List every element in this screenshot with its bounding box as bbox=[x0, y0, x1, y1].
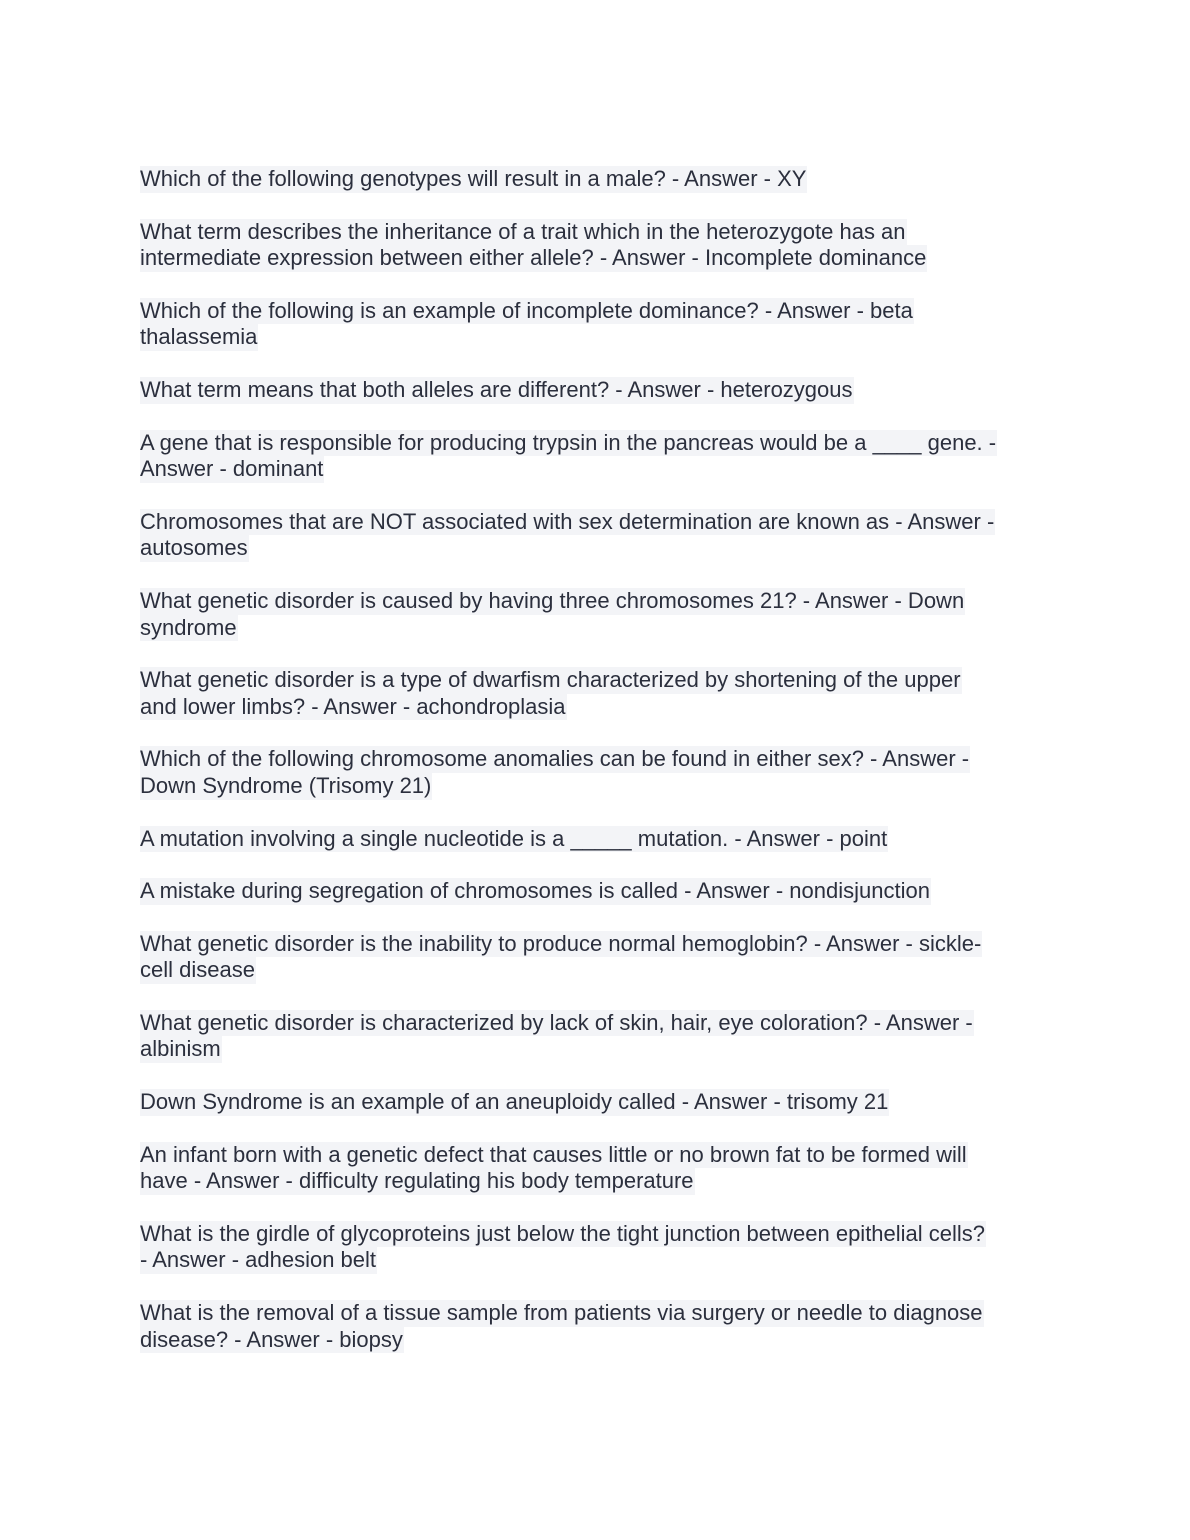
qa-text-line: An infant born with a genetic defect that causes little or no brown fat to be formed will bbox=[140, 1141, 967, 1167]
qa-text-line: Down Syndrome (Trisomy 21) bbox=[140, 772, 432, 798]
qa-text-line: Chromosomes that are NOT associated with sex determination are known as - Answer - bbox=[140, 508, 995, 534]
qa-item bbox=[140, 1089, 1055, 1116]
qa-text-line: What is the removal of a tissue sample from patients via surgery or needle to diagnose bbox=[140, 1300, 983, 1326]
qa-text-line: Answer - dominant bbox=[140, 456, 324, 482]
qa-text-line: A gene that is responsible for producing trypsin in the pancreas would be a ____ gene. - bbox=[140, 429, 997, 455]
qa-text-line: thalassemia bbox=[140, 324, 258, 350]
qa-text-line: A mistake during segregation of chromosomes is called - Answer - nondisjunction bbox=[140, 878, 930, 904]
qa-text-line: cell disease bbox=[140, 957, 255, 983]
qa-text-line: What genetic disorder is characterized by lack of skin, hair, eye coloration? - Answer - bbox=[140, 1009, 973, 1035]
qa-text-line: - Answer - adhesion belt bbox=[140, 1247, 377, 1273]
qa-text-line: Which of the following is an example of incomplete dominance? - Answer - beta bbox=[140, 297, 913, 323]
qa-text-line: What term describes the inheritance of a trait which in the heterozygote has an bbox=[140, 218, 906, 244]
qa-item bbox=[140, 878, 1055, 905]
qa-item bbox=[140, 377, 1055, 404]
qa-item bbox=[140, 1142, 1055, 1195]
qa-text-line: What genetic disorder is caused by having three chromosomes 21? - Answer - Down bbox=[140, 587, 965, 613]
qa-text-line: What term means that both alleles are different? - Answer - heterozygous bbox=[140, 376, 853, 402]
qa-text-line: intermediate expression between either allele? - Answer - Incomplete dominance bbox=[140, 245, 927, 271]
qa-text-line: Which of the following genotypes will result in a male? - Answer - XY bbox=[140, 166, 807, 191]
qa-item bbox=[140, 1221, 1055, 1274]
qa-text-line: What genetic disorder is a type of dwarfism characterized by shortening of the upper bbox=[140, 667, 961, 693]
qa-item bbox=[140, 826, 1055, 853]
qa-item bbox=[140, 667, 1055, 720]
qa-text-line: What genetic disorder is the inability to produce normal hemoglobin? - Answer - sickle- bbox=[140, 930, 982, 956]
qa-item bbox=[140, 931, 1055, 984]
qa-text-line: and lower limbs? - Answer - achondroplasia bbox=[140, 693, 566, 719]
qa-item bbox=[140, 166, 1055, 193]
qa-item bbox=[140, 219, 1055, 272]
qa-item bbox=[140, 1300, 1055, 1353]
qa-text-line: syndrome bbox=[140, 614, 237, 640]
qa-text-line: A mutation involving a single nucleotide is a _____ mutation. - Answer - point bbox=[140, 825, 888, 851]
qa-text-line: have - Answer - difficulty regulating his body temperature bbox=[140, 1168, 694, 1194]
qa-list bbox=[140, 166, 1055, 1379]
qa-item bbox=[140, 746, 1055, 799]
qa-item bbox=[140, 430, 1055, 483]
qa-item bbox=[140, 1010, 1055, 1063]
qa-item bbox=[140, 509, 1055, 562]
qa-text-line: Which of the following chromosome anomalies can be found in either sex? - Answer - bbox=[140, 746, 970, 772]
qa-text-line: autosomes bbox=[140, 535, 248, 561]
qa-item bbox=[140, 588, 1055, 641]
qa-text-line: disease? - Answer - biopsy bbox=[140, 1326, 403, 1352]
qa-text-line: albinism bbox=[140, 1036, 221, 1062]
qa-text-line: Down Syndrome is an example of an aneuploidy called - Answer - trisomy 21 bbox=[140, 1089, 889, 1115]
qa-text-line: What is the girdle of glycoproteins just below the tight junction between epithelial cells? bbox=[140, 1220, 986, 1246]
qa-item bbox=[140, 298, 1055, 351]
